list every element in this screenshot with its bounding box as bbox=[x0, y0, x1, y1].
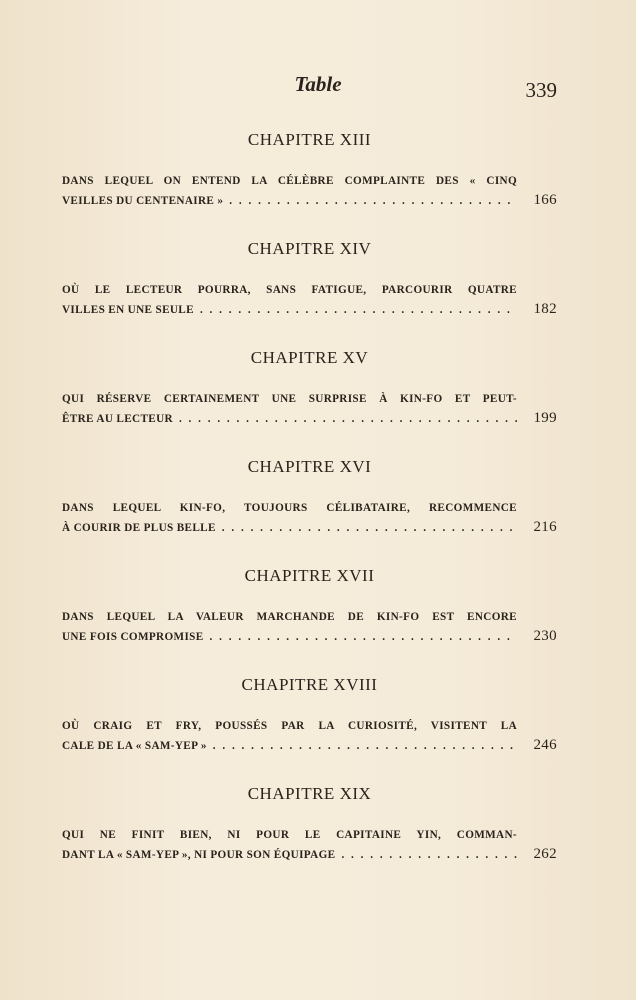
dot-leader bbox=[229, 192, 517, 211]
chapter-summary bbox=[62, 390, 557, 429]
chapter-summary bbox=[62, 281, 557, 320]
chapter-summary bbox=[62, 826, 557, 865]
toc-chapter-xviii bbox=[62, 675, 557, 784]
toc-chapter-xvi bbox=[62, 457, 557, 566]
summary-line-2-row bbox=[62, 845, 557, 865]
summary-line-1: DANS LEQUEL ON ENTEND LA CÉLÈBRE COMPLAINTE DES « CINQ bbox=[62, 175, 517, 187]
page-reference: 262 bbox=[533, 846, 557, 862]
summary-line-2: ÊTRE AU LECTEUR bbox=[62, 413, 173, 425]
table-of-contents bbox=[62, 130, 557, 893]
page-reference: 230 bbox=[533, 628, 557, 644]
summary-line-2-row bbox=[62, 518, 557, 538]
toc-chapter-xv bbox=[62, 348, 557, 457]
page-reference: 199 bbox=[533, 410, 557, 426]
chapter-summary bbox=[62, 172, 557, 211]
summary-line-2: DANT LA « SAM-YEP », NI POUR SON ÉQUIPAGE bbox=[62, 849, 336, 861]
summary-line-2-row bbox=[62, 409, 557, 429]
page-reference: 166 bbox=[533, 192, 557, 208]
summary-line-2: UNE FOIS COMPROMISE bbox=[62, 631, 204, 643]
chapter-heading: CHAPITRE XV bbox=[250, 348, 369, 367]
running-title: Table bbox=[294, 72, 342, 96]
chapter-summary bbox=[62, 717, 557, 756]
chapter-summary bbox=[62, 608, 557, 647]
summary-line-2: VEILLES DU CENTENAIRE » bbox=[62, 195, 224, 207]
dot-leader bbox=[213, 737, 517, 756]
chapter-heading: CHAPITRE XVII bbox=[244, 566, 375, 585]
page-reference: 216 bbox=[533, 519, 557, 535]
toc-chapter-xvii bbox=[62, 566, 557, 675]
summary-line-2-row bbox=[62, 300, 557, 320]
summary-line-2-row bbox=[62, 627, 557, 647]
chapter-heading: CHAPITRE XIII bbox=[247, 130, 372, 149]
page-reference: 182 bbox=[533, 301, 557, 317]
summary-line-1: DANS LEQUEL LA VALEUR MARCHANDE DE KIN-FO EST ENCORE bbox=[62, 611, 517, 623]
dot-leader bbox=[200, 301, 517, 320]
page-number: 339 bbox=[525, 78, 557, 102]
page-reference: 246 bbox=[533, 737, 557, 753]
toc-chapter-xiv bbox=[62, 239, 557, 348]
summary-line-2-row bbox=[62, 736, 557, 756]
chapter-summary bbox=[62, 499, 557, 538]
dot-leader bbox=[179, 410, 517, 429]
summary-line-1: OÙ LE LECTEUR POURRA, SANS FATIGUE, PARCOURIR QUATRE bbox=[62, 284, 517, 296]
chapter-heading: CHAPITRE XVIII bbox=[241, 675, 378, 694]
dot-leader bbox=[341, 846, 517, 865]
summary-line-1: QUI RÉSERVE CERTAINEMENT UNE SURPRISE À KIN-FO ET PEUT- bbox=[62, 393, 517, 405]
summary-line-1: QUI NE FINIT BIEN, NI POUR LE CAPITAINE YIN, COMMAN- bbox=[62, 829, 517, 841]
summary-line-1: DANS LEQUEL KIN-FO, TOUJOURS CÉLIBATAIRE, RECOMMENCE bbox=[62, 502, 517, 514]
chapter-heading: CHAPITRE XIX bbox=[247, 784, 372, 803]
toc-chapter-xix bbox=[62, 784, 557, 893]
summary-line-1: OÙ CRAIG ET FRY, POUSSÉS PAR LA CURIOSITÉ, VISITENT LA bbox=[62, 720, 517, 732]
summary-line-2: VILLES EN UNE SEULE bbox=[62, 304, 194, 316]
dot-leader bbox=[222, 519, 517, 538]
summary-line-2: À COURIR DE PLUS BELLE bbox=[62, 522, 216, 534]
dot-leader bbox=[210, 628, 517, 647]
summary-line-2-row bbox=[62, 191, 557, 211]
summary-line-2: CALE DE LA « SAM-YEP » bbox=[62, 740, 207, 752]
toc-chapter-xiii bbox=[62, 130, 557, 239]
chapter-heading: CHAPITRE XIV bbox=[247, 239, 372, 258]
chapter-heading: CHAPITRE XVI bbox=[247, 457, 372, 476]
